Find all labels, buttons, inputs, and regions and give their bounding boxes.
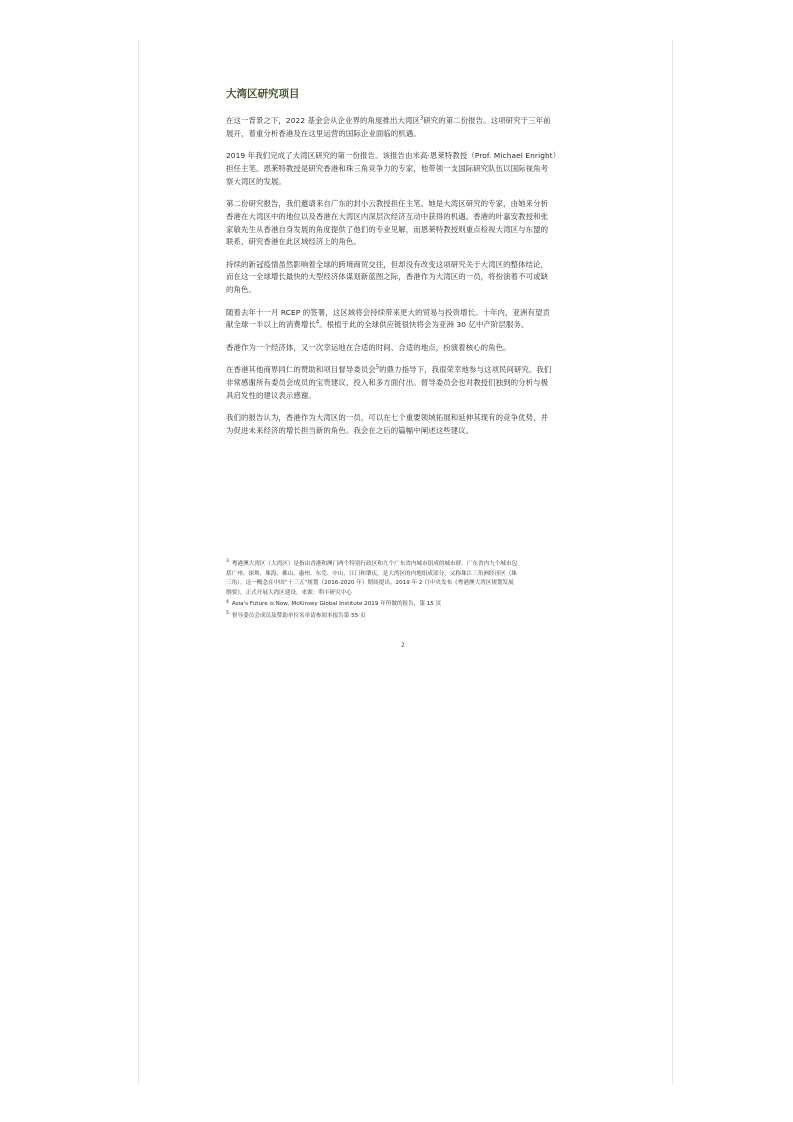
main-content: [226, 86, 602, 447]
line-text: 我们的报告认为，香港作为大湾区的一员，可以在七个重要领域拓展和延伸其现有的竞争优势，并: [226, 412, 549, 422]
footnote-ref: 5: [375, 364, 380, 371]
footnote-line: [226, 600, 598, 610]
footnote-mark: 3: [226, 559, 229, 565]
line-text: 香港在大湾区中的地位以及香港在大湾区内深层次经济互动中获得的机遇。香港的叶嘉安教授和张: [226, 211, 549, 221]
page-border-right: [672, 40, 673, 1085]
line-text: 展开，着重分析香港及在这里运营的国际企业面临的机遇。: [226, 128, 421, 138]
line-text: 担任主笔。恩莱特教授是研究香港和珠三角竞争力的专家，他带领一支国际研究队伍以国际视角考: [226, 163, 549, 173]
body-paragraph: [226, 412, 602, 438]
line-text: 持续的新冠疫情虽然影响着全球的跨境商贸交往，但却没有改变这项研究关于大湾区的整体结论，: [226, 259, 549, 269]
text-line: [226, 307, 602, 320]
footnote-line: [226, 589, 598, 599]
text-line: [226, 128, 602, 141]
footnote: [226, 612, 598, 622]
line-text: 随着去年十一月 RCEP 的签署，这区域将会持续带来更大的贸易与投资增长。十年内，亚洲有望贡: [226, 307, 550, 317]
body-paragraph: [226, 115, 602, 141]
body-paragraph: [226, 259, 602, 297]
line-text: 的鼎力指导下，我很荣幸地参与这项民间研究。我们: [379, 364, 552, 374]
section-heading: 大湾区研究项目: [226, 88, 300, 100]
footnote-line: [226, 612, 598, 622]
line-text: 非常感谢所有委员会成员的宝贵建议、投入和多方面付出。督导委员会也对教授们独到的分析与极: [226, 377, 549, 387]
text-line: [226, 364, 602, 377]
footnote-text: 纲要》，正式开展大湾区建设。来源：利丰研究中心: [226, 589, 352, 596]
text-line: [226, 271, 602, 284]
footnote-ref: 4: [315, 319, 320, 326]
text-line: [226, 259, 602, 272]
footnote-line: [226, 560, 598, 570]
body-paragraph: [226, 198, 602, 249]
footnote-text: 括广州、深圳、珠海、佛山、惠州、东莞、中山、江门和肇庆，是大湾区的内地组成部分，又称珠江三角洲经济区（珠: [226, 570, 517, 577]
footnotes: [226, 560, 598, 624]
line-text: 2019 年我们完成了大湾区研究的第一份报告。该报告由米高·恩莱特教授（Prof. Michael Enright）: [226, 151, 561, 161]
text-line: [226, 211, 602, 224]
line-text: 。根植于此的全球供应链很快将会为亚洲 30 亿中产阶层服务。: [319, 320, 529, 330]
line-text: 而在这一全球增长最快的大型经济体谋划新蓝图之际，香港作为大湾区的一员，将扮演着不可或缺: [226, 272, 549, 282]
text-line: [226, 115, 602, 128]
line-text: 为促进未来经济的增长担当新的角色。我会在之后的篇幅中阐述这些建议。: [226, 425, 474, 435]
body-paragraph: [226, 307, 602, 333]
text-line: [226, 377, 602, 390]
line-text: 第二份研究报告，我们邀请来自广东的封小云教授担任主笔。她是大湾区研究的专家，由她来分析: [226, 198, 549, 208]
text-line: [226, 150, 602, 163]
text-line: [226, 412, 602, 425]
line-text: 的角色。: [226, 285, 256, 295]
line-text: 在这一背景之下，2022 基金会从企业界的角度推出大湾区: [226, 116, 420, 125]
text-line: [226, 224, 602, 237]
footnote: [226, 600, 598, 610]
footnote-ref: 3: [419, 115, 424, 122]
footnote-mark: 5: [226, 611, 229, 617]
line-text: 研究的第二份报告。这项研究于三年前: [423, 116, 551, 125]
footnote-line: [226, 570, 598, 580]
footnote-text: 督导委员会成员及赞助单位名单请参阅本报告第 55 页: [231, 612, 366, 619]
line-text: 具启发性的建议表示感谢。: [226, 390, 316, 400]
text-line: [226, 390, 602, 403]
text-line: [226, 198, 602, 211]
body-paragraph: [226, 150, 602, 188]
body-paragraph: [226, 342, 602, 355]
line-text: 察大湾区的发展。: [226, 176, 286, 186]
line-text: 香港作为一个经济体，又一次幸运地在合适的时间、合适的地点，扮演着核心的角色。: [226, 342, 511, 352]
footnote-mark: 4: [226, 599, 229, 605]
line-text: 家敏先生从香港自身发展的角度提供了他们的专业见解，而恩莱特教授则重点检视大湾区与东盟的: [226, 224, 549, 234]
text-line: [226, 319, 602, 332]
text-line: [226, 284, 602, 297]
footnote-text: 粤港澳大湾区（大湾区）是指由香港和澳门两个特别行政区和九个广东省内城市组成的城市群。广东省内九个城市包: [231, 561, 518, 567]
text-line: [226, 342, 602, 355]
line-text: 在香港其他商界同仁的赞助和项目督导委员会: [226, 364, 376, 374]
page-number: 2: [401, 642, 405, 649]
body-paragraph: [226, 364, 602, 402]
line-text: 献全球一半以上的消费增长: [226, 320, 316, 330]
text-line: [226, 236, 602, 249]
text-line: [226, 425, 602, 438]
body-paragraphs: [226, 115, 602, 437]
footnote-line: [226, 579, 598, 589]
page-border-left: [138, 40, 139, 1085]
footnote: [226, 560, 598, 598]
text-line: [226, 163, 602, 176]
footnote-text: 三角）。这一概念在中国“十三五”规划（2016-2020 年）期间提出。2019 年 2 月中央发布《粤港澳大湾区规划发展: [226, 580, 514, 587]
footnote-text: Asia's Future is Now, McKinsey Global Institute 2019 年所做的报告，第 15 页: [231, 601, 442, 608]
text-line: [226, 176, 602, 189]
line-text: 联系，研究香港在此区域经济上的角色。: [226, 237, 361, 247]
